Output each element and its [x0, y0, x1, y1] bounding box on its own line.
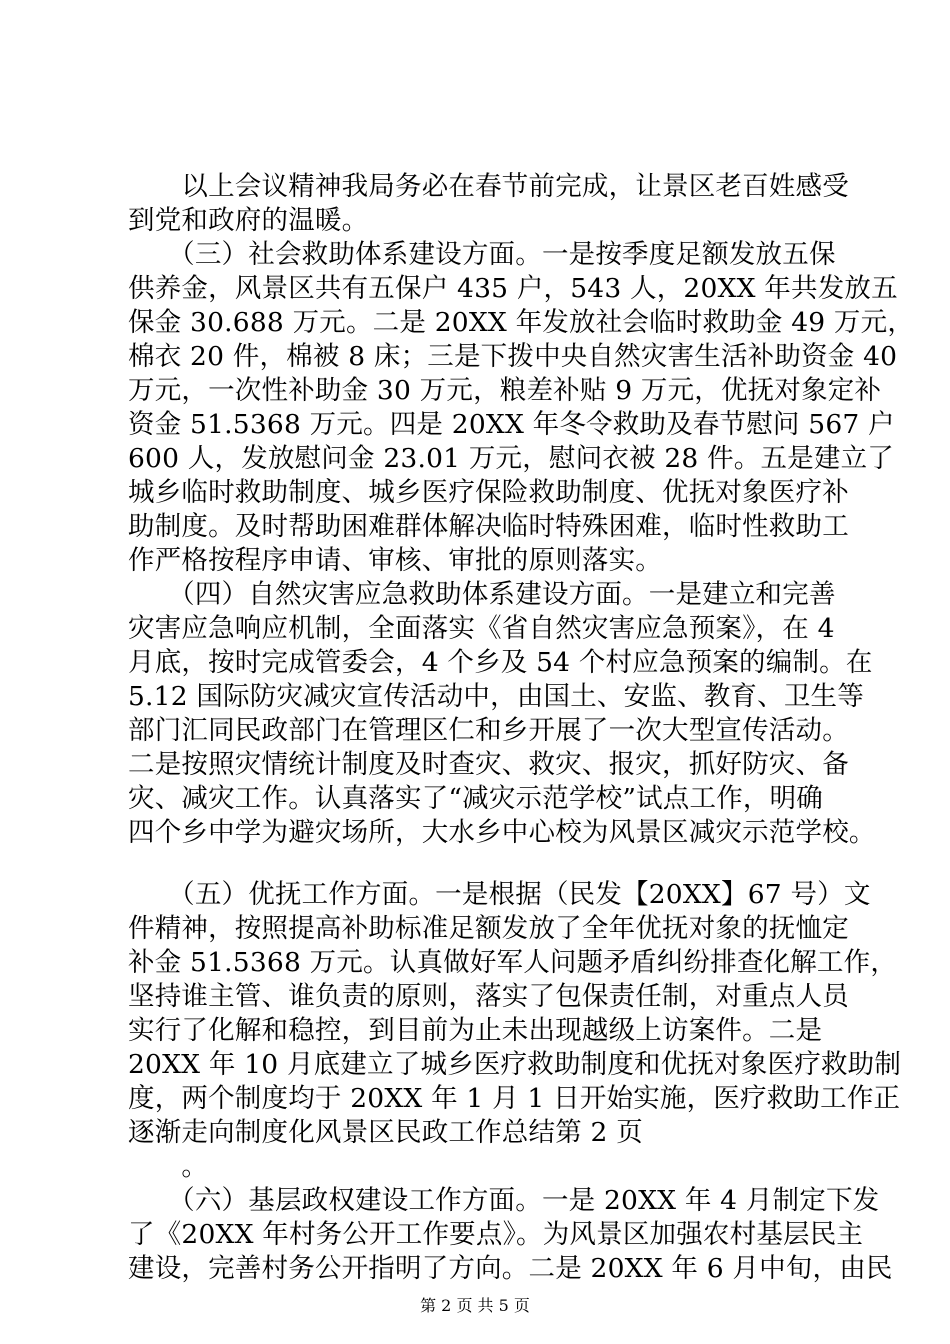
- text-line: （六）基层政权建设工作方面。一是 20XX 年 4 月制定下发: [128, 1185, 880, 1216]
- text-line: 四个乡中学为避灾场所，大水乡中心校为风景区减灾示范学校。: [128, 817, 876, 848]
- text-line: 二是按照灾情统计制度及时查灾、救灾、报灾，抓好防灾、备: [128, 749, 849, 780]
- text-line: 度，两个制度均于 20XX 年 1 月 1 日开始实施，医疗救助工作正: [128, 1083, 901, 1114]
- page-number-footer: 第 2 页 共 5 页: [420, 1296, 530, 1315]
- text-line: 逐渐走向制度化风景区民政工作总结第 2 页: [128, 1117, 643, 1148]
- text-line: 600 人，发放慰问金 23.01 万元，慰问衣被 28 件。五是建立了: [128, 443, 894, 474]
- text-line: 月底，按时完成管委会，4 个乡及 54 个村应急预案的编制。在: [128, 647, 873, 678]
- text-line: 了《20XX 年村务公开工作要点》。为风景区加强农村基层民主: [128, 1219, 864, 1250]
- text-line: 5.12 国际防灾减灾宣传活动中，由国土、安监、教育、卫生等: [128, 681, 864, 712]
- text-line: 城乡临时救助制度、城乡医疗保险救助制度、优抚对象医疗补: [128, 477, 849, 508]
- text-line: 作严格按程序申请、审核、审批的原则落实。: [128, 545, 662, 576]
- text-line: 以上会议精神我局务必在春节前完成，让景区老百姓感受: [128, 171, 849, 202]
- text-line: 棉衣 20 件，棉被 8 床；三是下拨中央自然灾害生活补助资金 40: [128, 341, 898, 372]
- text-line: 万元，一次性补助金 30 万元，粮差补贴 9 万元，优抚对象定补: [128, 375, 882, 406]
- text-line: 资金 51.5368 万元。四是 20XX 年冬令救助及春节慰问 567 户: [128, 409, 895, 440]
- text-line: 保金 30.688 万元。二是 20XX 年发放社会临时救助金 49 万元，: [128, 307, 915, 338]
- text-line: 实行了化解和稳控，到目前为止未出现越级上访案件。二是: [128, 1015, 823, 1046]
- text-line: 件精神，按照提高补助标准足额发放了全年优抚对象的抚恤定: [128, 913, 849, 944]
- text-line: 20XX 年 10 月底建立了城乡医疗救助制度和优抚对象医疗救助制: [128, 1049, 902, 1080]
- text-line: 助制度。及时帮助困难群体解决临时特殊困难，临时性救助工: [128, 511, 849, 542]
- text-line: 部门汇同民政部门在管理区仁和乡开展了一次大型宣传活动。: [128, 715, 849, 746]
- text-line: 灾、减灾工作。认真落实了“减灾示范学校”试点工作，明确: [128, 783, 823, 814]
- text-line: 坚持谁主管、谁负责的原则，落实了包保责任制，对重点人员: [128, 981, 849, 1012]
- text-line: 建设，完善村务公开指明了方向。二是 20XX 年 6 月中旬，由民: [128, 1253, 893, 1284]
- text-line: （三）社会救助体系建设方面。一是按季度足额发放五保: [128, 239, 836, 270]
- text-line: （四）自然灾害应急救助体系建设方面。一是建立和完善: [128, 579, 836, 610]
- text-line: （五）优抚工作方面。一是根据（民发【20XX】67 号）文: [128, 879, 871, 910]
- text-line: 。: [128, 1151, 209, 1182]
- text-line: 供养金，风景区共有五保户 435 户，543 人，20XX 年共发放五: [128, 273, 898, 304]
- text-line: 到党和政府的温暖。: [128, 205, 369, 236]
- text-line: 补金 51.5368 万元。认真做好军人问题矛盾纠纷排查化解工作，: [128, 947, 898, 978]
- text-line: 灾害应急响应机制，全面落实《省自然灾害应急预案》，在 4: [128, 613, 835, 644]
